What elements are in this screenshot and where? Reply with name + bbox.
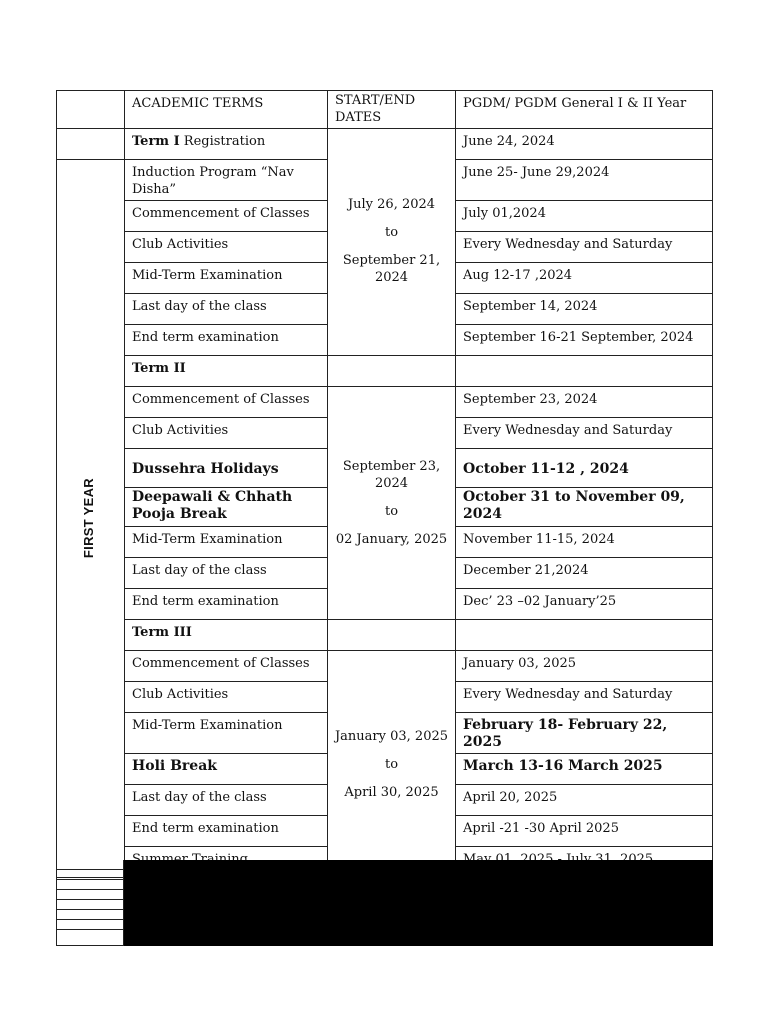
stub-row	[56, 890, 124, 900]
activity-cell: Club Activities	[125, 418, 328, 449]
term3-date-range	[328, 651, 456, 878]
term2-range-start: September 23, 2024	[342, 459, 441, 491]
term1-heading-blank	[57, 129, 125, 160]
activity-cell: End term examination	[125, 589, 328, 620]
term3-heading-program-blank	[456, 620, 713, 651]
first-year-label: FIRST YEAR	[80, 478, 96, 559]
date-cell: September 23, 2024	[456, 387, 713, 418]
stub-row	[56, 880, 124, 890]
term3-range-end: April 30, 2025	[344, 784, 439, 800]
term3-range-to: to	[384, 756, 399, 772]
activity-cell: End term examination	[125, 816, 328, 847]
date-cell: March 13-16 March 2025	[456, 754, 713, 785]
term2-heading-date-blank	[328, 356, 456, 387]
term3-heading: Term III	[125, 620, 328, 651]
term2-heading-program-blank	[456, 356, 713, 387]
term3-heading-row	[57, 620, 713, 651]
date-cell: Every Wednesday and Saturday	[456, 418, 713, 449]
term3-heading-date-blank	[328, 620, 456, 651]
header-blank-cell	[57, 91, 125, 129]
stub-row	[56, 900, 124, 910]
header-start-end-dates: START/END DATES	[328, 91, 456, 129]
header-program: PGDM/ PGDM General I & II Year	[456, 91, 713, 129]
date-cell: Dec’ 23 –02 January’25	[456, 589, 713, 620]
stub-row	[56, 870, 124, 880]
term1-date-range	[328, 129, 456, 356]
activity-cell: Holi Break	[125, 754, 328, 785]
date-cell: September 14, 2024	[456, 294, 713, 325]
stub-row	[56, 920, 124, 930]
stub-row	[56, 910, 124, 920]
date-cell: November 11-15, 2024	[456, 527, 713, 558]
activity-cell: End term examination	[125, 325, 328, 356]
date-cell: October 31 to November 09, 2024	[456, 488, 713, 527]
date-cell: Every Wednesday and Saturday	[456, 682, 713, 713]
term2-heading: Term II	[125, 356, 328, 387]
date-cell: February 18- February 22, 2025	[456, 713, 713, 754]
term1-heading-date: June 24, 2024	[456, 129, 713, 160]
term1-heading-rest: Registration	[179, 134, 266, 149]
date-cell: June 25- June 29,2024	[456, 160, 713, 201]
date-cell: Every Wednesday and Saturday	[456, 232, 713, 263]
activity-cell: Mid-Term Examination	[125, 263, 328, 294]
date-cell: April -21 -30 April 2025	[456, 816, 713, 847]
activity-cell: Mid-Term Examination	[125, 527, 328, 558]
header-academic-terms: ACADEMIC TERMS	[125, 91, 328, 129]
term2-range-end: 02 January, 2025	[335, 532, 448, 547]
date-cell: September 16-21 September, 2024	[456, 325, 713, 356]
activity-cell: Commencement of Classes	[125, 387, 328, 418]
activity-cell: Commencement of Classes	[125, 201, 328, 232]
activity-cell: Last day of the class	[125, 785, 328, 816]
date-cell: October 11-12 , 2024	[456, 449, 713, 488]
table-row	[57, 387, 713, 418]
term2-range-to: to	[384, 504, 399, 519]
term1-heading	[125, 129, 328, 160]
stub-row	[56, 860, 124, 870]
activity-cell: Induction Program “Nav Disha”	[125, 160, 328, 201]
term1-range-start: July 26, 2024	[347, 197, 436, 212]
activity-cell: Last day of the class	[125, 558, 328, 589]
date-cell: January 03, 2025	[456, 651, 713, 682]
activity-cell: Commencement of Classes	[125, 651, 328, 682]
term1-range-to: to	[384, 225, 399, 240]
term2-heading-row	[57, 356, 713, 387]
term1-heading-bold: Term I	[132, 134, 180, 149]
term1-heading-row	[57, 129, 713, 160]
activity-cell: Mid-Term Examination	[125, 713, 328, 754]
date-cell: December 21,2024	[456, 558, 713, 589]
header-row	[57, 91, 713, 129]
activity-cell: Club Activities	[125, 682, 328, 713]
redacted-block	[124, 860, 713, 946]
activity-cell: Club Activities	[125, 232, 328, 263]
date-cell: April 20, 2025	[456, 785, 713, 816]
partial-rows-stub	[56, 860, 124, 946]
activity-cell: Dussehra Holidays	[125, 449, 328, 488]
activity-cell: Last day of the class	[125, 294, 328, 325]
academic-calendar-table	[56, 90, 713, 878]
term3-range-start: January 03, 2025	[334, 728, 449, 744]
first-year-label-cell	[57, 160, 125, 878]
term1-range-end: September 21, 2024	[342, 253, 441, 285]
term2-date-range	[328, 387, 456, 620]
date-cell: July 01,2024	[456, 201, 713, 232]
activity-cell: Deepawali & Chhath Pooja Break	[125, 488, 328, 527]
date-cell: Aug 12-17 ,2024	[456, 263, 713, 294]
table-row	[57, 651, 713, 682]
stub-row	[56, 930, 124, 946]
